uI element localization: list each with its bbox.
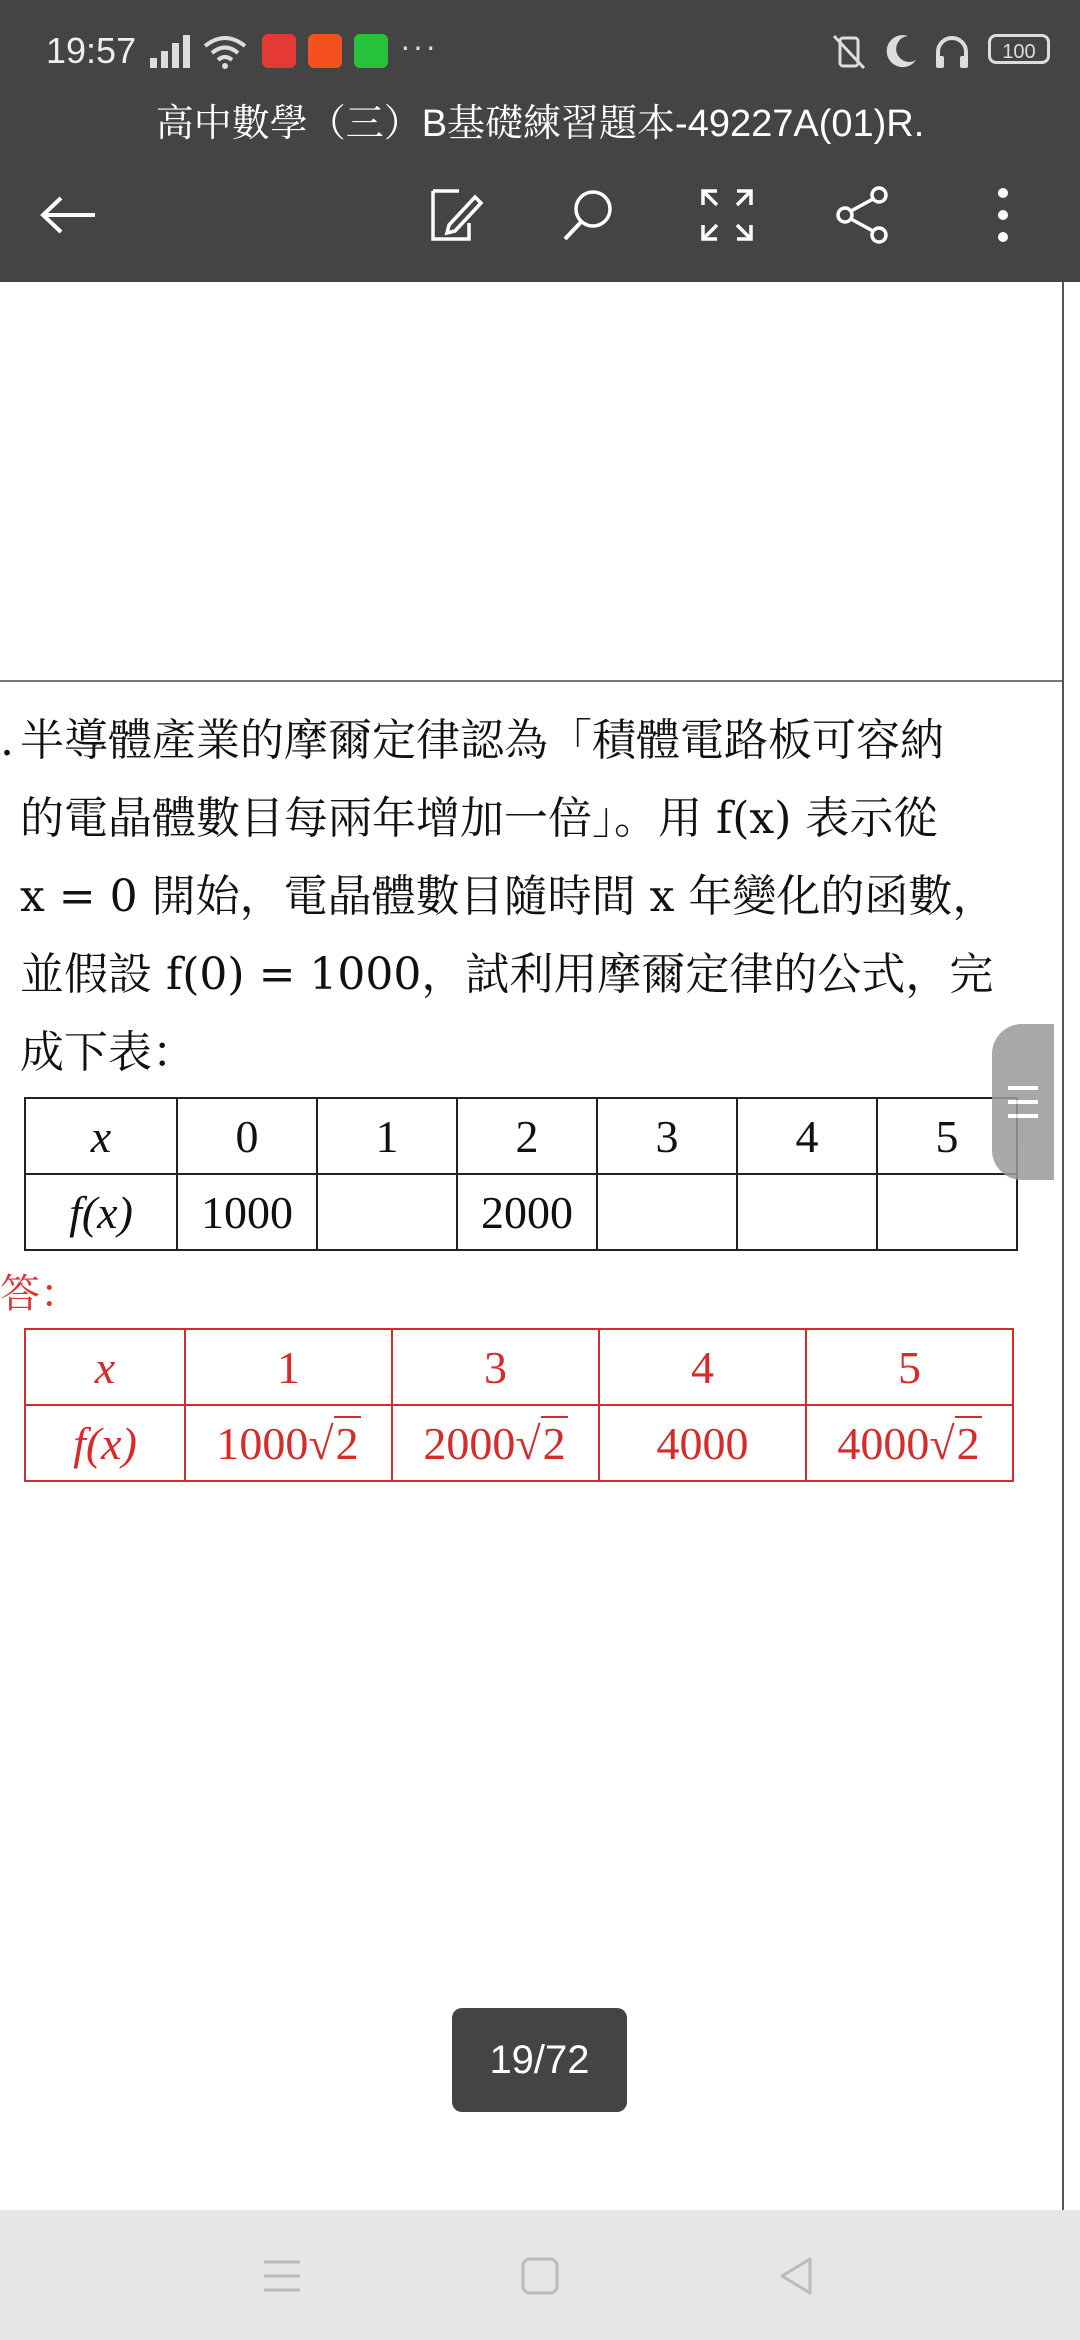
edit-icon [425,185,485,245]
fullscreen-icon [699,187,755,243]
table-cell: 4 [737,1098,877,1174]
more-notifications-icon: ··· [400,28,438,64]
page-divider [0,680,1062,682]
table-cell: 2000 [457,1174,597,1250]
top-bar [0,0,1080,282]
answer-value: 4000 [656,1417,749,1469]
document-title: 高中數學（三）B基礎練習題本-49227A(01)R. [155,103,925,145]
table-cell [597,1174,737,1250]
table-cell [599,1405,806,1481]
table-cell: 3 [392,1329,599,1405]
table-header-cell: f(x) [25,1405,185,1481]
question-line-2: 的電晶體數目每兩年增加一倍」。用 f(x) 表示從 [20,793,938,844]
table-cell: 4 [599,1329,806,1405]
drawer-handle[interactable] [992,1024,1054,1180]
status-bar [0,0,1080,90]
back-arrow-icon [39,195,99,235]
table-cell: 3 [597,1098,737,1174]
table-cell [737,1174,877,1250]
question-line-4: 並假設 f(0) = 1000，試利用摩爾定律的公式，完 [20,949,994,1000]
table-cell: 1000 [177,1174,317,1250]
table-cell: 2 [457,1098,597,1174]
table-cell: 0 [177,1098,317,1174]
table-cell: 5 [877,1098,1017,1174]
answer-label: 答： [0,1271,80,1317]
question-line-1: 半導體產業的摩爾定律認為「積體電路板可容納 [20,715,944,766]
home-nav-icon[interactable] [520,2256,560,2296]
question-number: . [0,715,14,766]
signal-icon [148,34,194,68]
shopee-notification-icon [308,34,342,68]
radicand: 2 [956,1417,980,1469]
table-row [25,1329,1013,1405]
radicand: 2 [335,1417,359,1469]
question-table [24,1097,1018,1251]
table-cell: 1 [185,1329,392,1405]
answer-value: 4000 [837,1417,930,1469]
table-header-cell: x [25,1098,177,1174]
share-icon [833,185,893,245]
table-row [25,1174,1017,1250]
handle-line [1008,1100,1038,1104]
handle-line [1008,1114,1038,1118]
headphones-icon [932,32,972,72]
table-cell: 1 [317,1098,457,1174]
youtube-notification-icon [262,34,296,68]
navigation-bar [0,2210,1080,2340]
back-nav-icon[interactable] [776,2256,816,2296]
status-time: 19:57 [46,30,137,71]
table-cell [806,1405,1013,1481]
sqrt-symbol: √ [515,1417,541,1469]
sqrt-symbol: √ [929,1417,955,1469]
share-button[interactable] [818,170,908,260]
vibrate-mute-icon [828,32,870,72]
question-text [0,702,1050,1092]
search-icon [559,185,619,245]
answer-table [24,1328,1014,1482]
handle-line [1008,1086,1038,1090]
table-cell: 5 [806,1329,1013,1405]
moon-icon [882,32,920,72]
question-line-3: x = 0 開始，電晶體數目隨時間 x 年變化的函數， [20,871,997,922]
wifi-icon [202,34,248,70]
page-indicator: 19/72 [452,2008,627,2112]
toolbar [0,170,1080,260]
pdf-page[interactable] [0,282,1064,2210]
fullscreen-button[interactable] [682,170,772,260]
table-row [25,1098,1017,1174]
answer-value: 1000 [216,1417,309,1469]
table-cell [392,1405,599,1481]
table-row [25,1405,1013,1481]
battery-indicator: 100 [988,34,1050,64]
back-button[interactable] [24,170,114,260]
table-cell [185,1405,392,1481]
table-header-cell: f(x) [25,1174,177,1250]
sqrt-symbol: √ [308,1417,334,1469]
table-cell [317,1174,457,1250]
radicand: 2 [542,1417,566,1469]
line-notification-icon [354,34,388,68]
menu-nav-icon[interactable] [262,2256,302,2296]
answer-value: 2000 [423,1417,516,1469]
more-icon [993,187,1013,243]
search-button[interactable] [544,170,634,260]
table-header-cell: x [25,1329,185,1405]
question-line-5: 成下表： [20,1027,196,1078]
edit-button[interactable] [410,170,500,260]
table-cell [877,1174,1017,1250]
more-button[interactable] [958,170,1048,260]
